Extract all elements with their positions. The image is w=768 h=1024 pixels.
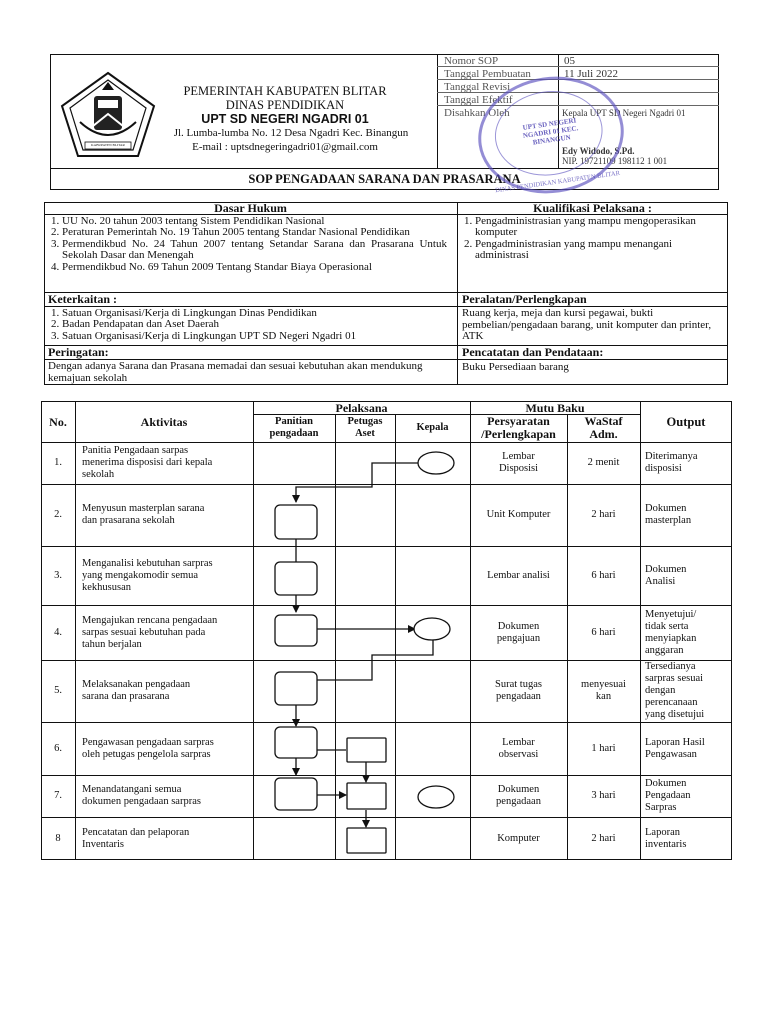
header-persyaratan: Persyaratan /Perlengkapan bbox=[481, 414, 556, 441]
header-mutu-baku: Mutu Baku bbox=[525, 400, 585, 415]
row-output: Dokumen Pengadaan Sarpras bbox=[645, 778, 691, 813]
row-persyaratan: Lembar Disposisi bbox=[498, 451, 539, 474]
kualifikasi-title: Kualifikasi Pelaksana : bbox=[533, 201, 652, 215]
row-no: 7. bbox=[54, 790, 62, 801]
logo-caption: KABUPATEN BLITAR bbox=[91, 143, 125, 147]
stamp-text: UPT SD NEGERI NGADRI 01 KEC. BINANGUN bbox=[522, 116, 579, 147]
row-no: 8 bbox=[55, 832, 61, 844]
row-aktivitas: Pengawasan pengadaan sarpras oleh petugas pengelola sarpras bbox=[82, 736, 214, 760]
signatory-nip: NIP. 19721109 198112 1 001 bbox=[562, 156, 668, 166]
row-output: Diterimanya disposisi bbox=[645, 451, 698, 474]
stamp-ring-text: DINAS PENDIDIKAN KABUPATEN BLITAR bbox=[494, 169, 621, 195]
row-persyaratan: Lembar analisi bbox=[487, 569, 550, 581]
row-aktivitas: Menyusun masterplan sarana dan prasarana sekolah bbox=[82, 503, 205, 526]
panitia-process bbox=[275, 778, 317, 810]
row-waktu: 6 hari bbox=[591, 569, 616, 581]
row-output: Menyetujui/ tidak serta menyiapkan anggaran bbox=[645, 608, 697, 656]
panitia-process bbox=[275, 615, 317, 646]
header-kepala: Kepala bbox=[416, 422, 449, 433]
meta-label-nomor: Nomor SOP bbox=[444, 55, 499, 67]
keterkaitan-title: Keterkaitan : bbox=[48, 292, 117, 306]
row-no: 2. bbox=[54, 509, 62, 520]
petugas-process bbox=[347, 828, 386, 853]
meta-label-revisi: Tanggal Revisi bbox=[444, 81, 511, 93]
row-aktivitas: Menandatangani semua dokumen pengadaan sarpras bbox=[82, 784, 201, 807]
panitia-process bbox=[275, 727, 317, 758]
pencatatan-text: Buku Persediaan barang bbox=[462, 361, 569, 373]
row-waktu: 2 menit bbox=[587, 457, 620, 468]
list-item: 2. Pengadministrasian yang mampu menangani administrasi bbox=[475, 239, 725, 262]
row-waktu: menyesuai kan bbox=[581, 679, 626, 702]
meta-label-efektif: Tanggal Efektif bbox=[444, 94, 513, 106]
list-item: 3. Permendikbud No. 24 Tahun 2007 tentang Setandar Sarana dan Prasarana Untuk Sekolah Dasar dan Menengah bbox=[62, 239, 447, 262]
header-waktu: WaStaf Adm. bbox=[584, 414, 623, 441]
row-output: Laporan Hasil Pengawasan bbox=[645, 736, 705, 760]
dept-line: DINAS PENDIDIKAN bbox=[225, 98, 345, 112]
row-persyaratan: Unit Komputer bbox=[486, 509, 551, 520]
row-waktu: 2 hari bbox=[591, 509, 616, 520]
row-waktu: 3 hari bbox=[591, 790, 616, 801]
list-item: 1. Satuan Organisasi/Kerja di Lingkungan Dinas Pendidikan bbox=[62, 308, 452, 319]
row-aktivitas: Mengajukan rencana pengadaan sarpas sesuai kebutuhan pada tahun berjalan bbox=[82, 614, 218, 650]
header-pelaksana: Pelaksana bbox=[335, 400, 388, 415]
row-no: 3. bbox=[54, 569, 62, 581]
school-name: UPT SD NEGERI NGADRI 01 bbox=[201, 112, 369, 126]
meta-label-disahkan: Disahkan Oleh bbox=[444, 107, 510, 119]
header-output: Output bbox=[666, 414, 706, 429]
header-petugas: Petugas Aset bbox=[347, 416, 383, 439]
dasar-hukum-title: Dasar Hukum bbox=[214, 201, 287, 215]
peringatan-text: Dengan adanya Sarana dan Prasana memadai dan sesuai kebutuhan akan mendukung kemajuan sekolah bbox=[48, 360, 423, 384]
row-waktu: 1 hari bbox=[591, 742, 616, 754]
row-output: Dokumen Analisi bbox=[645, 563, 687, 587]
petugas-process bbox=[347, 738, 386, 762]
list-item: 2. Badan Pendapatan dan Aset Daerah bbox=[62, 319, 452, 330]
row-aktivitas: Menganalisi kebutuhan sarpras yang mengakomodir semua kekhususan bbox=[82, 557, 213, 593]
row-waktu: 6 hari bbox=[591, 626, 616, 638]
meta-value-nomor: 05 bbox=[564, 55, 575, 67]
pencatatan-title: Pencatatan dan Pendataan: bbox=[462, 345, 604, 359]
signatory-name: Edy Widodo, S.Pd. bbox=[562, 146, 635, 156]
row-output: Tersedianya sarpras sesuai dengan perencanaan yang disetujui bbox=[645, 661, 705, 720]
peralatan-title: Peralatan/Perlengkapan bbox=[462, 292, 587, 306]
row-aktivitas: Panitia Pengadaan sarpas menerima disposisi dari kepala sekolah bbox=[82, 445, 213, 480]
meta-value-disahkan: Kepala UPT SD Negeri Ngadri 01 bbox=[562, 108, 686, 118]
panitia-process bbox=[275, 505, 317, 539]
kepala-terminal bbox=[418, 786, 454, 808]
school-email: E-mail : uptsdnegeringadri01@gmail.com bbox=[192, 141, 378, 153]
list-item: 3. Satuan Organisasi/Kerja di Lingkungan UPT SD Negeri Ngadri 01 bbox=[62, 331, 452, 342]
row-aktivitas: Melaksanakan pengadaan sarana dan prasarana bbox=[82, 679, 191, 702]
panitia-process bbox=[275, 562, 317, 595]
peringatan-title: Peringatan: bbox=[48, 345, 109, 359]
row-no: 4. bbox=[54, 626, 62, 638]
panitia-process bbox=[275, 672, 317, 705]
meta-value-pembuatan: 11 Juli 2022 bbox=[564, 68, 618, 80]
list-item: 1. UU No. 20 tahun 2003 tentang Sistem Pendidikan Nasional bbox=[62, 216, 447, 227]
row-persyaratan: Surat tugas pengadaan bbox=[495, 679, 542, 702]
header-aktivitas: Aktivitas bbox=[140, 414, 188, 429]
gov-line: PEMERINTAH KABUPATEN BLITAR bbox=[183, 84, 387, 98]
row-output: Dokumen masterplan bbox=[645, 503, 692, 526]
sop-title: SOP PENGADAAN SARANA DAN PRASARANA bbox=[248, 172, 521, 186]
row-persyaratan: Dokumen pengajuan bbox=[496, 620, 541, 644]
row-no: 5. bbox=[54, 685, 62, 696]
row-waktu: 2 hari bbox=[591, 832, 616, 844]
row-output: Laporan inventaris bbox=[645, 826, 687, 850]
row-no: 6. bbox=[54, 742, 62, 754]
petugas-process bbox=[347, 783, 386, 809]
list-item: 1. Pengadministrasian yang mampu mengoperasikan komputer bbox=[475, 216, 725, 239]
connector bbox=[296, 463, 418, 502]
header-panitian: Panitian pengadaan bbox=[269, 416, 319, 439]
row-persyaratan: Komputer bbox=[497, 832, 540, 844]
row-no: 1. bbox=[54, 457, 62, 468]
header-no: No. bbox=[49, 414, 67, 429]
row-persyaratan: Lembar observasi bbox=[498, 736, 539, 760]
school-address: Jl. Lumba-lumba No. 12 Desa Ngadri Kec. Binangun bbox=[173, 127, 409, 139]
peralatan-text: Ruang kerja, meja dan kursi pegawai, bukti pembelian/pengadaan barang, unit komputer dan printer, ATK bbox=[462, 307, 712, 342]
row-aktivitas: Pencatatan dan pelaporan Inventaris bbox=[82, 826, 190, 850]
kepala-terminal bbox=[414, 618, 450, 640]
row-persyaratan: Dokumen pengadaan bbox=[496, 784, 541, 807]
kepala-terminal bbox=[418, 452, 454, 474]
list-item: 4. Permendikbud No. 69 Tahun 2009 Tentang Standar Biaya Operasional bbox=[62, 262, 447, 273]
list-item: 2. Peraturan Pemerintah No. 19 Tahun 2005 tentang Standar Nasional Pendidikan bbox=[62, 227, 447, 238]
meta-label-pembuatan: Tanggal Pembuatan bbox=[444, 68, 531, 80]
